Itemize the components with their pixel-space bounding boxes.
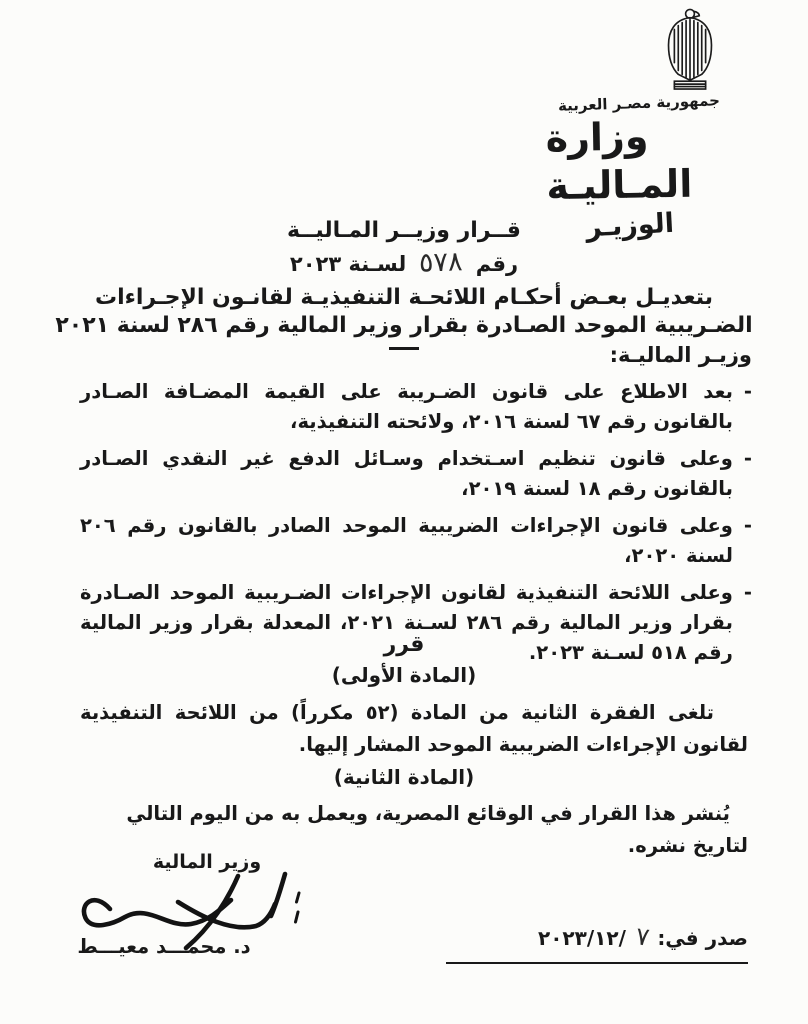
letterhead [544, 6, 794, 243]
article-2-text: يُنشر هذا القرار في الوقائع المصرية، ويعمل به من اليوم التالي لتاريخ نشره. [126, 802, 748, 857]
signatory-name: د. محمـــد معيـــط [77, 935, 251, 958]
preamble-clause-1 [80, 377, 752, 437]
issue-date-line [446, 922, 748, 964]
preamble-clause-2 [80, 444, 752, 504]
decree-title-block [0, 218, 808, 350]
article-1-heading: (المادة الأولى) [331, 663, 477, 687]
clause-text: بعد الاطلاع على قانون الضـريبة على القيمة المضـافة الصـادر بالقانون رقم ٦٧ لسنة ٢٠١٦، ولائحته التنفيذية، [80, 380, 733, 433]
decree-number-label: رقم [475, 252, 519, 276]
preamble-clauses [80, 377, 752, 675]
preamble-heading: وزيـر الماليـة: [609, 343, 752, 367]
clause-text: وعلى قانون تنظيم اسـتخدام وسـائل الدفع غير النقدي الصـادر بالقانون رقم ١٨ لسنة ٢٠١٩، [80, 447, 733, 500]
clause-text: وعلى قانون الإجراءات الضريبية الموحد الصادر بالقانون رقم ٢٠٦ لسنة ٢٠٢٠، [80, 514, 733, 567]
bullet-dash: - [743, 514, 752, 537]
republic-name: جمهورية مصـر العربية [557, 91, 721, 115]
bullet-dash: - [743, 447, 752, 470]
minister-office-label: الوزيـر [585, 207, 675, 243]
decree-subject-line1: بتعديـل بعـض أحكـام اللائحـة التنفيذيـة لقانـون الإجـراءات [94, 285, 714, 310]
handwritten-decree-number: ٥٧٨ [418, 246, 464, 279]
ministry-name: وزارة المـاليـة [545, 113, 693, 208]
preamble-clause-3 [80, 511, 752, 571]
bullet-dash: - [743, 581, 752, 604]
issued-label: صدر في: [657, 926, 748, 950]
issued-date-printed: ٢٠٢٣/١٢/ [538, 926, 626, 950]
decree-word: قرر [383, 632, 425, 657]
decree-number-line [0, 247, 808, 278]
handwritten-issue-day: ٧ [634, 921, 652, 952]
article-2-heading: (المادة الثانية) [333, 765, 475, 789]
decree-subject-line2: الضـريبية الموحد الصـادرة بقرار وزير المالية رقم ٢٨٦ لسنة ٢٠٢١ [55, 313, 753, 338]
decree-year: لسـنة ٢٠٢٣ [289, 252, 407, 276]
article-1-text: تلغى الفقرة الثانية من المادة (٥٢ مكرراً) من اللائحة التنفيذية لقانون الإجراءات الضريبية الموحد المشار إليها. [80, 701, 748, 756]
title-separator-dash [389, 347, 419, 350]
signatory-title: وزير المالية [152, 851, 262, 873]
bullet-dash: - [743, 380, 752, 403]
egypt-eagle-emblem-icon [660, 6, 720, 90]
decree-title: قــرار وزيــر المـاليــة [287, 218, 521, 243]
clause-text: وعلى اللائحة التنفيذية لقانون الإجراءات الضـريبية الموحد الصـادرة بقرار وزير المالية رقم ٢٨٦ لسـنة ٢٠٢١، المعدلة بقرار وزير المالية رقم ٥١٨ لسـنة ٢٠٢٣. [80, 581, 733, 664]
